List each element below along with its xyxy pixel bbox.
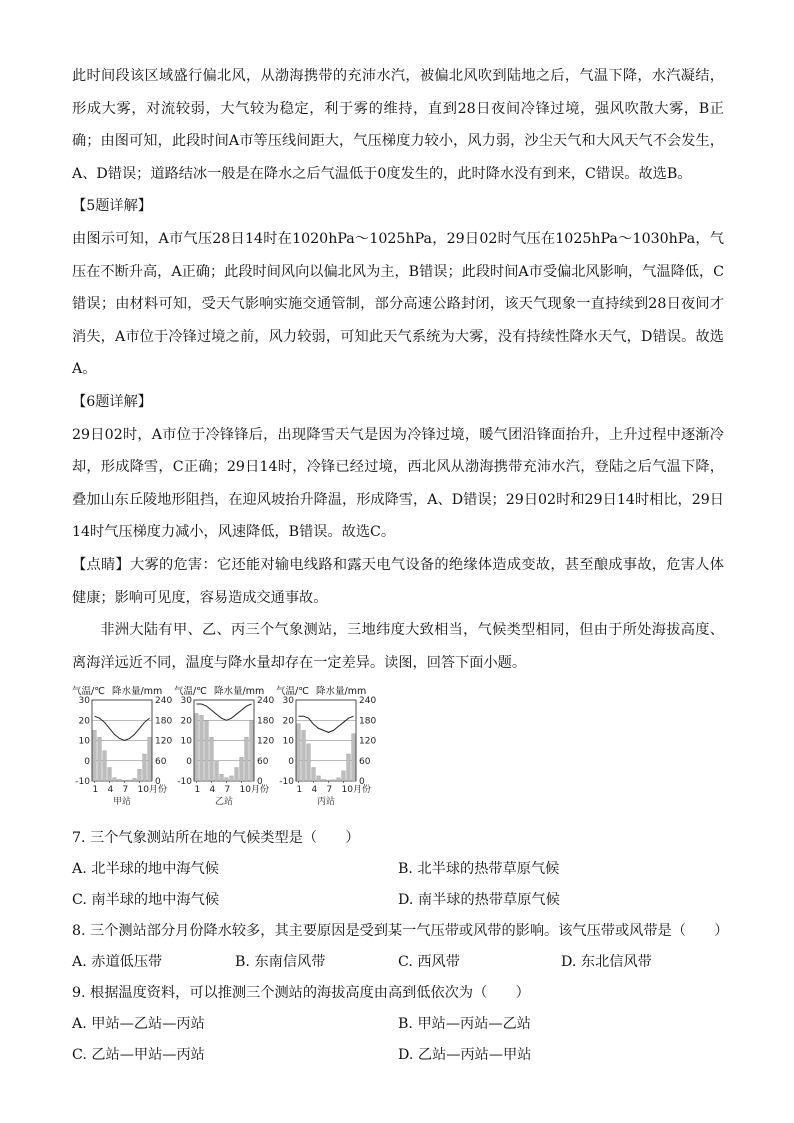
climate-chart-svg — [276, 683, 380, 823]
answer-option[interactable]: D. 乙站—丙站—甲站 — [398, 1047, 532, 1064]
precip-tick-label: 60 — [155, 757, 167, 768]
precip-bar — [128, 780, 132, 781]
option-row — [72, 1040, 724, 1071]
precip-tick-label: 0 — [257, 777, 263, 788]
precip-bar — [317, 776, 321, 781]
climate-chart-bing — [276, 683, 380, 823]
precip-bar — [123, 781, 127, 782]
answer-paragraph-5: 由图示可知，A市气压28日14时在1020hPa～1025hPa，29日02时气压在1025hPa～1030hPa，气压在不断升高，A正确；此段时间风向以偏北风为主，B错误；此段时间A市受偏北风影响，气温降低，C错误；由材料可知，受天气影响实施交通管制，部分高速公路封闭，该天气现象一直持续到28日夜间才消失，A市位于冷锋过境之前，风力较弱，可知此天气系统为大雾，没有持续性降水天气，D错误。故选A。 — [72, 230, 724, 378]
answer-option[interactable]: B. 北半球的热带草原气候 — [398, 861, 560, 878]
option-row — [72, 947, 724, 978]
climate-chart-svg — [72, 683, 176, 823]
precip-bar — [195, 714, 199, 782]
x-tick-label: 10月份 — [239, 785, 269, 796]
answer-option[interactable]: A. 北半球的地中海气候 — [72, 861, 219, 878]
section-heading-q5: 【5题详解】 — [72, 198, 152, 215]
x-tick-label: 4 — [107, 785, 114, 796]
precip-bar — [103, 751, 107, 781]
precip-bar — [143, 754, 147, 781]
precip-tick-label: 240 — [359, 696, 377, 707]
x-tick-label: 1 — [92, 785, 99, 796]
station-name: 甲站 — [112, 797, 132, 808]
precip-bar — [93, 731, 97, 782]
option-row — [72, 854, 724, 885]
x-tick-label: 4 — [209, 785, 216, 796]
x-tick-label: 1 — [194, 785, 201, 796]
question-stem: 7. 三个气象测站所在地的气候类型是（ ） — [72, 830, 360, 847]
temperature-curve — [197, 704, 252, 720]
temp-tick-label: 30 — [180, 696, 192, 707]
precip-tick-label: 120 — [359, 736, 377, 747]
x-tick-label: 7 — [224, 785, 231, 796]
precip-bar — [297, 724, 301, 781]
precip-bar — [118, 780, 122, 782]
climate-chart-jia — [72, 683, 176, 823]
precip-bar — [337, 778, 341, 781]
station-name: 乙站 — [214, 797, 234, 808]
precip-bar — [342, 771, 346, 781]
precip-bar — [307, 744, 311, 781]
answer-option[interactable]: C. 南半球的地中海气候 — [72, 892, 220, 909]
precip-bar — [113, 778, 117, 781]
temp-tick-label: 20 — [282, 716, 294, 727]
precip-bar — [210, 737, 214, 781]
question-stem: 9. 根据温度资料，可以推测三个测站的海拔高度由高到低依次为（ ） — [72, 985, 530, 1002]
temp-axis-label: 气温/℃ — [174, 686, 207, 698]
temp-tick-label: 20 — [78, 716, 90, 727]
precip-bar — [322, 780, 326, 782]
precip-bar — [138, 769, 142, 781]
option-row — [72, 1009, 724, 1040]
temp-axis-label: 气温/℃ — [276, 686, 309, 698]
temperature-curve — [95, 716, 150, 740]
precip-axis-label: 降水量/mm — [214, 686, 265, 698]
precip-bar — [133, 779, 137, 782]
precip-tick-label: 180 — [359, 716, 377, 727]
precip-bar — [108, 768, 112, 782]
answer-option[interactable]: A. 赤道低压带 — [72, 954, 163, 971]
temp-tick-label: 30 — [282, 696, 294, 707]
precip-tick-label: 60 — [257, 757, 269, 768]
precip-bar — [235, 768, 239, 782]
precip-bar — [312, 768, 316, 782]
temp-tick-label: -10 — [177, 777, 192, 788]
questions — [72, 823, 729, 1071]
precip-bar — [250, 721, 254, 782]
climate-chart-svg — [174, 683, 278, 823]
precip-bar — [352, 734, 356, 781]
precip-tick-label: 240 — [155, 696, 173, 707]
answer-option[interactable]: B. 甲站—丙站—乙站 — [398, 1016, 531, 1033]
temp-tick-label: 10 — [282, 736, 294, 747]
answer-paragraph-6: 29日02时，A市位于冷锋锋后，出现降雪天气是因为冷锋过境，暖气团沿锋面抬升，上升过程中逐渐冷却，形成降雪，C正确；29日14时，冷锋已经过境，西北风从渤海携带充沛水汽，登陆之后气温下降，叠加山东丘陵地形阻挡，在迎风坡抬升降温，形成降雪，A、D错误；29日02时和29日14时相比，29日14时气压梯度力减小，风速降低，B错误。故选C。 — [72, 426, 724, 541]
precip-axis-label: 降水量/mm — [112, 686, 163, 698]
precip-bar — [200, 715, 204, 781]
answer-option[interactable]: A. 甲站—乙站—丙站 — [72, 1016, 205, 1033]
precip-axis-label: 降水量/mm — [316, 686, 367, 698]
precip-tick-label: 60 — [359, 757, 371, 768]
precip-bar — [245, 737, 249, 781]
precip-bar — [347, 754, 351, 781]
tip-label: 【点睛】 — [72, 556, 130, 573]
temperature-curve — [299, 716, 354, 732]
answer-option[interactable]: D. 南半球的热带草原气候 — [398, 892, 560, 909]
x-tick-label: 4 — [311, 785, 318, 796]
precip-bar — [98, 737, 102, 781]
x-tick-label: 7 — [326, 785, 333, 796]
answer-paragraph-4: 此时间段该区域盛行偏北风，从渤海携带的充沛水汽，被偏北风吹到陆地之后，气温下降，水汽凝结，形成大雾，对流较弱，大气较为稳定，利于雾的维持，直到28日夜间冷锋过境，强风吹散大雾，B正确；由图可知，此段时间A市等压线间距大，气压梯度力较小，风力弱，沙尘天气和大风天气不会发生，A、D错误；道路结冰一般是在降水之后气温低于0度发生的，此时降水没有到来，C错误。故选B。 — [72, 68, 724, 182]
material-intro: 非洲大陆有甲、乙、丙三个气象测站，三地纬度大致相当，气候类型相同，但由于所处海拔高度、离海洋远近不同，温度与降水量却存在一定差异。读图，回答下面小题。 — [72, 622, 724, 671]
temp-tick-label: 10 — [180, 736, 192, 747]
temp-tick-label: 20 — [180, 716, 192, 727]
precip-bar — [215, 761, 219, 781]
precip-tick-label: 120 — [257, 736, 275, 747]
question-stem: 8. 三个测站部分月份降水较多，其主要原因是受到某一气压带或风带的影响。该气压带或风带是（ ） — [72, 923, 729, 940]
station-name: 丙站 — [316, 797, 336, 808]
temp-tick-label: 0 — [288, 757, 294, 768]
climate-chart-yi — [174, 683, 278, 823]
precip-tick-label: 0 — [155, 777, 161, 788]
precip-tick-label: 0 — [359, 777, 365, 788]
answer-option[interactable]: C. 乙站—甲站—丙站 — [72, 1047, 205, 1064]
precip-bar — [205, 721, 209, 782]
precip-bar — [225, 778, 229, 781]
precip-tick-label: 180 — [257, 716, 275, 727]
section-heading-q6: 【6题详解】 — [72, 393, 152, 410]
precip-tick-label: 240 — [257, 696, 275, 707]
answer-option[interactable]: B. 东南信风带 — [235, 954, 326, 971]
precip-bar — [332, 780, 336, 781]
precip-bar — [327, 780, 331, 781]
precip-bar — [230, 776, 234, 781]
document-page — [72, 60, 729, 1071]
precip-bar — [240, 758, 244, 782]
x-tick-label: 10月份 — [137, 785, 167, 796]
temp-tick-label: -10 — [279, 777, 294, 788]
tip-paragraph — [72, 549, 724, 614]
climate-charts — [72, 683, 724, 823]
x-tick-label: 7 — [122, 785, 129, 796]
precip-tick-label: 120 — [155, 736, 173, 747]
answer-option[interactable]: C. 西风带 — [398, 954, 460, 971]
x-tick-label: 10月份 — [341, 785, 371, 796]
temp-tick-label: 10 — [78, 736, 90, 747]
option-row — [72, 885, 724, 916]
x-tick-label: 1 — [296, 785, 303, 796]
precip-bar — [148, 737, 152, 781]
tip-text: 大雾的危害：它还能对输电线路和露天电气设备的绝缘体造成变故，甚至酿成事故，危害人体健康；影响可见度，容易造成交通事故。 — [72, 556, 724, 606]
precip-bar — [302, 731, 306, 782]
temp-axis-label: 气温/℃ — [72, 686, 105, 698]
temp-tick-label: 0 — [84, 757, 90, 768]
temp-tick-label: 30 — [78, 696, 90, 707]
temp-tick-label: -10 — [75, 777, 90, 788]
precip-bar — [220, 775, 224, 782]
precip-tick-label: 180 — [155, 716, 173, 727]
temp-tick-label: 0 — [186, 757, 192, 768]
answer-option[interactable]: D. 东北信风带 — [561, 954, 652, 971]
